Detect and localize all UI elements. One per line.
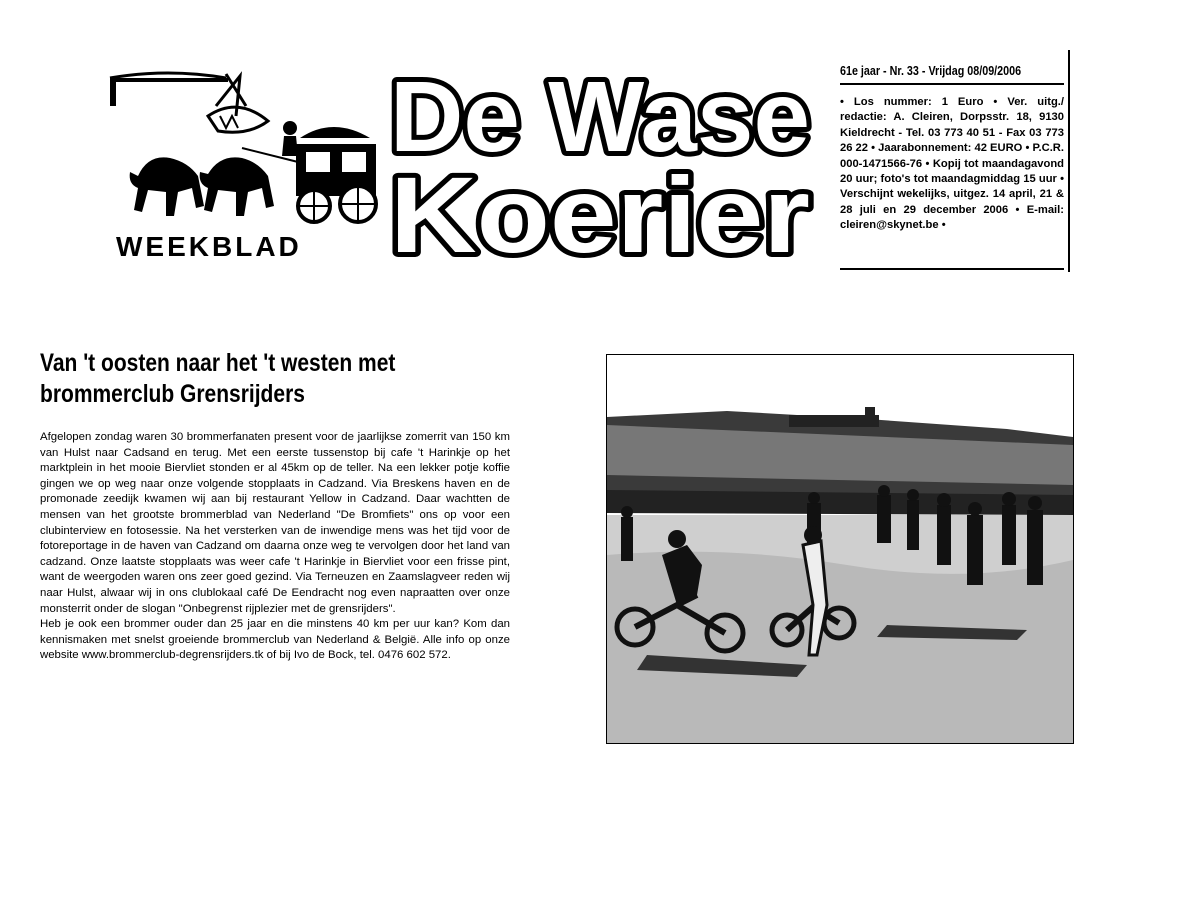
issue-line: 61e jaar - Nr. 33 - Vrijdag 08/09/2006 xyxy=(840,64,1022,78)
article-photo xyxy=(606,354,1074,744)
publisher-info: • Los nummer: 1 Euro • Ver. uitg./ redactie: A. Cleiren, Dorpsstr. 18, 9130 Kieldrecht - Tel. 03 773 40 51 - Fax 03 773 26 22 • Jaarabonnement: 42 EURO • P.C.R. 000-1471566-76 • Kopij tot maandagavond 20 uur; foto's tot maandagmiddag 15 uur • Verschijnt wekelijks, uitgez. 14 april, 21 & 28 juli en 29 december 2006 • E-mail: cleiren@skynet.be • xyxy=(840,96,1064,232)
masthead-subtitle: WEEKBLAD xyxy=(116,231,302,262)
title-line2: Koerier xyxy=(390,154,810,261)
divider xyxy=(840,83,1064,85)
stagecoach-logo-icon xyxy=(108,66,388,231)
divider xyxy=(840,268,1064,270)
article-paragraph-2: Heb je ook een brommer ouder dan 25 jaar en die minstens 40 km per uur kan? Kom dan kennismaken met snelst groeiende brommerclub van Nederland & België. Alle info op onze website www.brommerclub-degrensrijders.tk of bij Ivo de Bock, tel. 0476 602 572. xyxy=(40,618,510,662)
newspaper-title xyxy=(380,56,820,261)
title-line1: De Wase xyxy=(390,61,810,173)
article-headline: Van 't oosten naar het 't westen met brommerclub Grensrijders xyxy=(40,349,396,408)
vertical-rule xyxy=(1068,50,1070,272)
beach-photo-image xyxy=(607,355,1073,743)
article-paragraph-1: Afgelopen zondag waren 30 brommerfanaten present voor de jaarlijkse zomerrit van 150 km van Hulst naar Cadsand en terug. Met een eerste tussenstop bij cafe 't Harinkje op het marktplein in het mooie Biervliet stonden er al 45km op de teller. Na een lekker potje koffie gingen we op weg naar onze volgende stopplaats in Cadzand. Via Breskens haven en de promonade zeedijk kwamen wij aan bij restaurant Yellow in Cadzand. Daar wachtten de mensen van het grootste brommerblad van Nederland "De Bromfiets" ons op voor een clubinterview en fotosessie. Na het versterken van de inwendige mens was het tijd voor de fotoreportage in de haven van Cadzand om daarna onze weg te vervolgen door het land van cadzand. Onze laatste stopplaats was weer cafe 't Harinkje in Biervliet voor een frisse pint, want de weergoden waren ons zeer goed gezind. Via Terneuzen en Zaamslagveer reden wij naar Hulst, alwaar wij in ons clublokaal café De Eendracht nog even napraatten over onze monsterrit onder de slogan "Onbegrenst rijplezier met de grensrijders". xyxy=(40,431,510,615)
article-body xyxy=(40,430,510,664)
